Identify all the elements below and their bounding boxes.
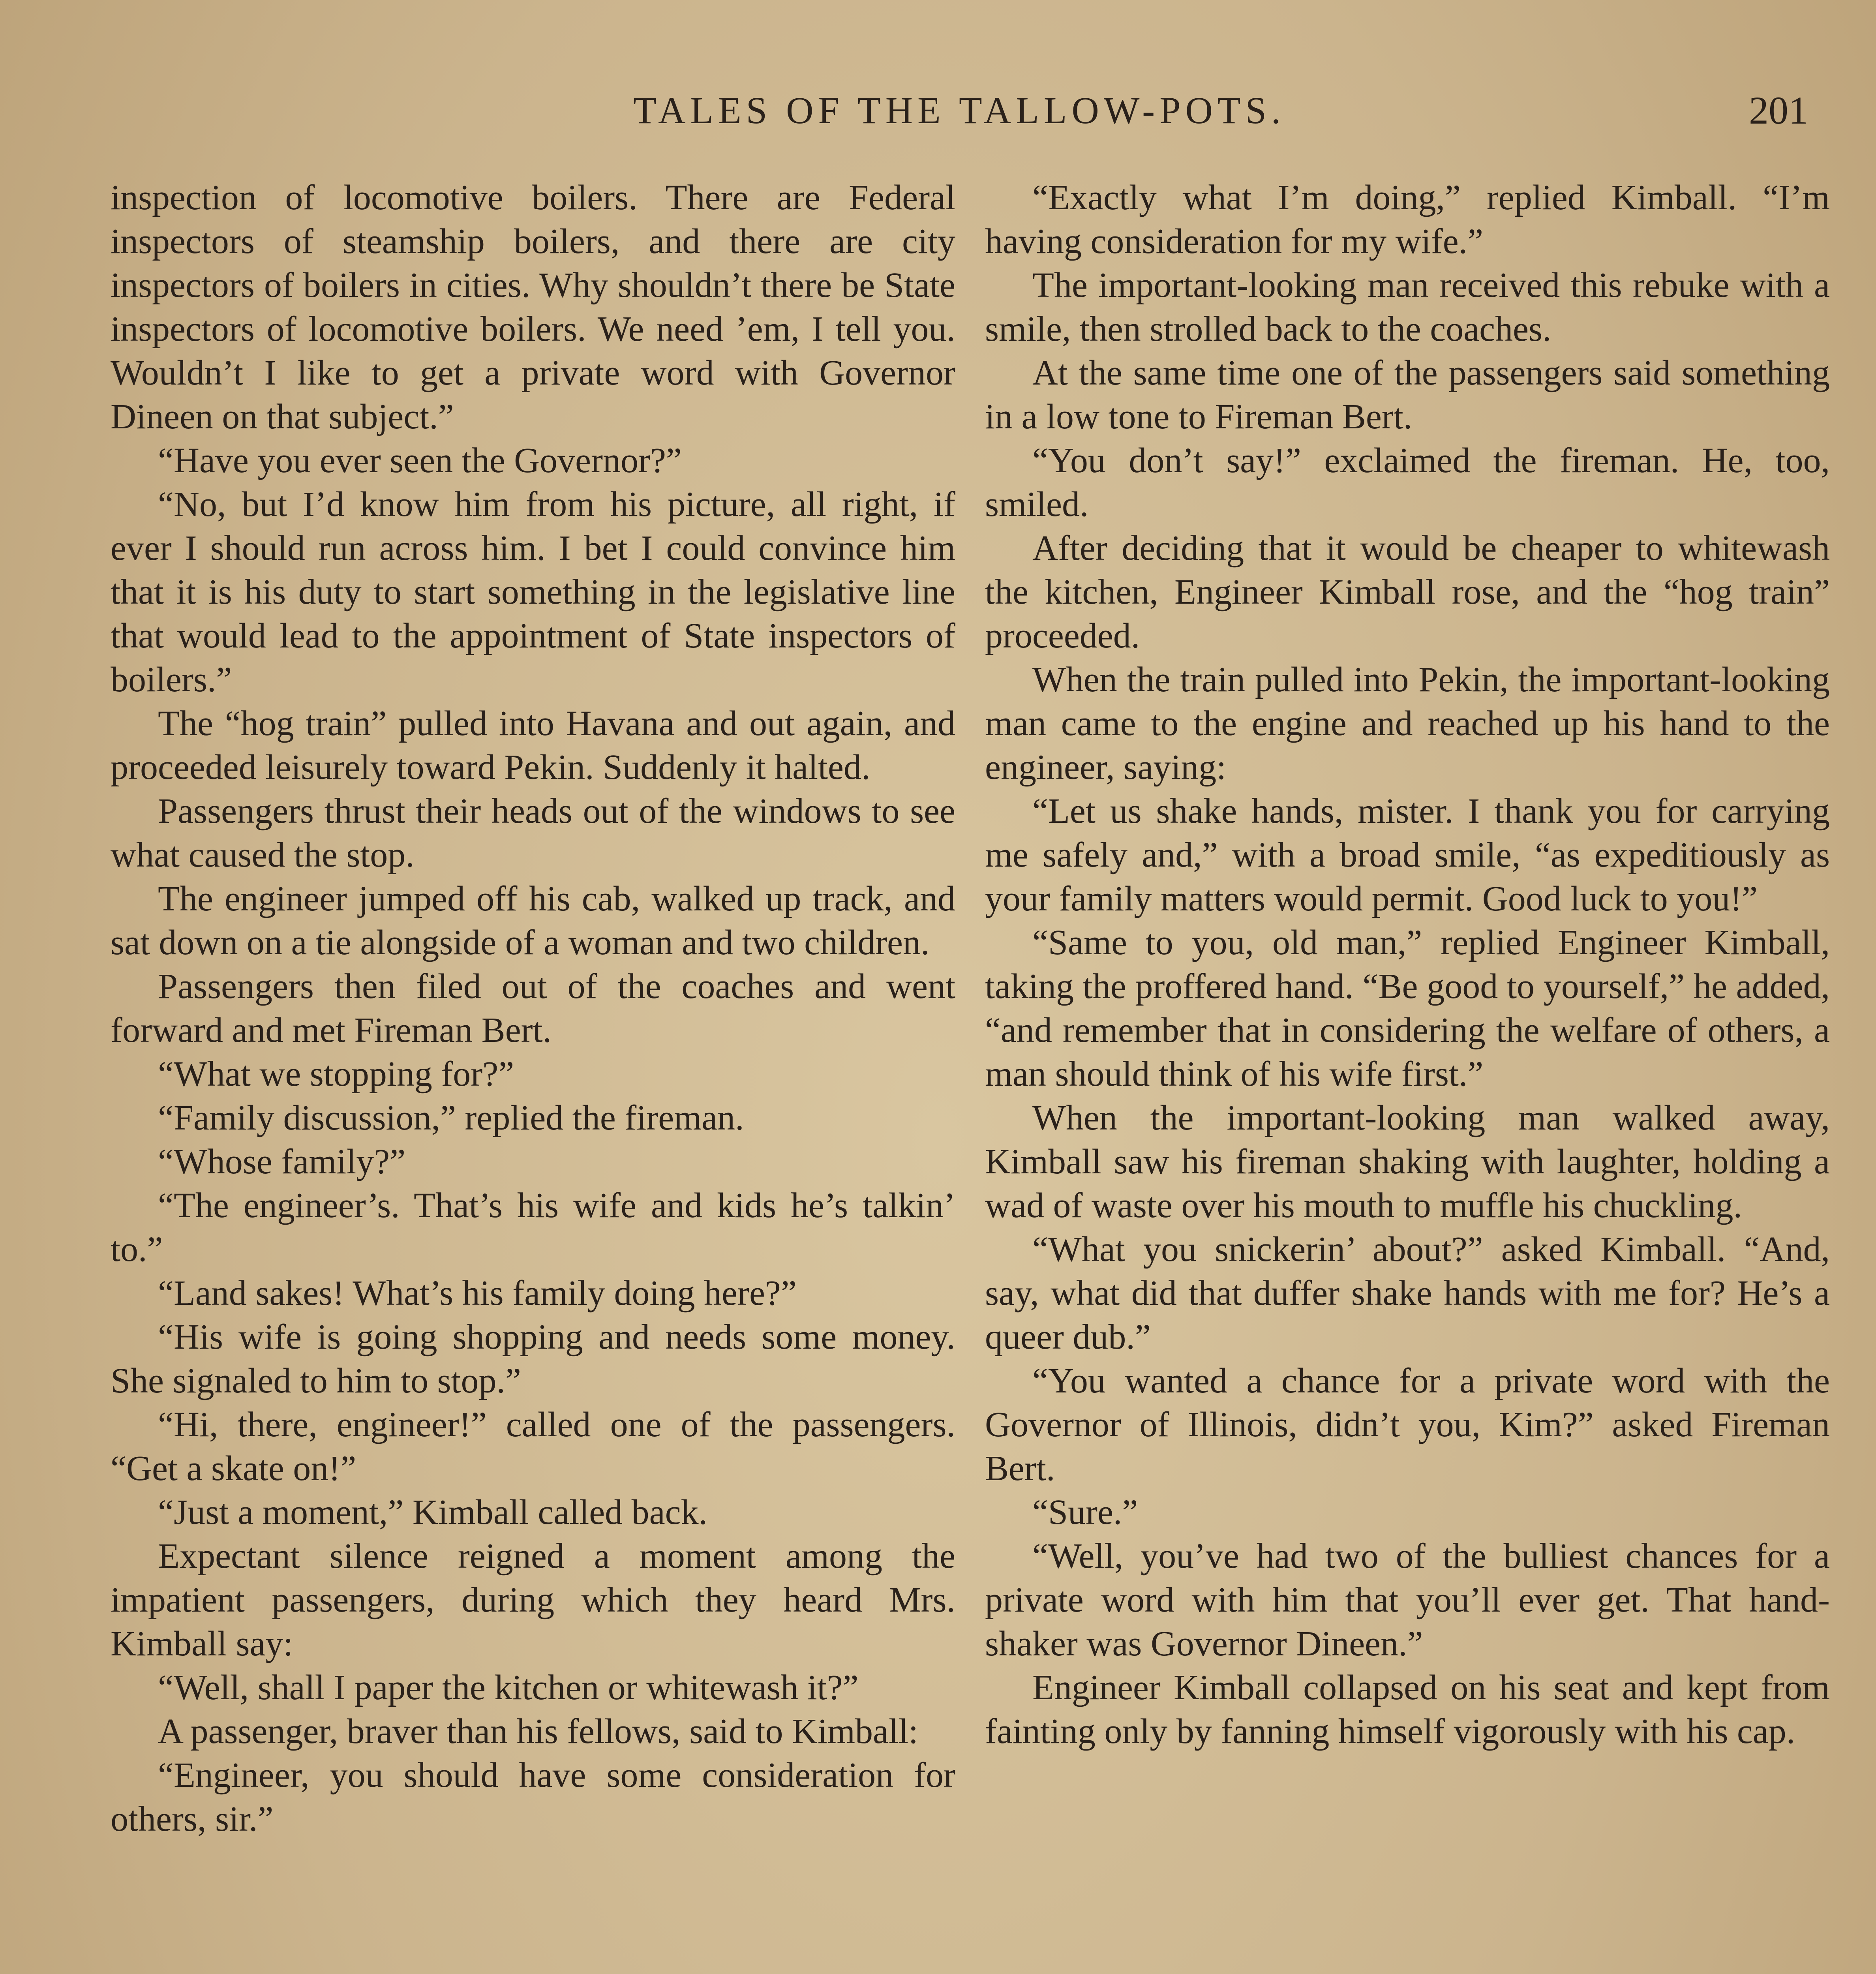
- paragraph: “Land sakes! What’s his family doing here?”: [158, 1274, 797, 1313]
- paragraph: “The engineer’s. That’s his wife and kids he’s talkin’ to.”: [111, 1186, 955, 1269]
- paragraph: inspection of locomotive boilers. There are Federal inspectors of steamship boilers, and there are city inspectors of boilers in cities. Why shouldn’t there be State inspectors of locomotive boilers. We need ’em, I tell you. Wouldn’t I like to get a private word with Governor Dineen on that subject.”: [111, 178, 955, 436]
- paragraph: Passengers thrust their heads out of the windows to see what caused the stop.: [111, 792, 955, 874]
- paragraph: “What we stopping for?”: [158, 1055, 514, 1094]
- paragraph: When the important-looking man walked away, Kimball saw his fireman shaking with laughter, holding a wad of waste over his mouth to muffle his chuckling.: [985, 1098, 1830, 1225]
- paragraph: When the train pulled into Pekin, the important-looking man came to the engine and reached up his hand to the engineer, saying:: [985, 660, 1830, 787]
- paragraph: “Well, you’ve had two of the bulliest chances for a private word with him that you’ll ever get. That hand-shaker was Governor Dineen.”: [985, 1537, 1830, 1663]
- paragraph: “His wife is going shopping and needs some money. She signaled to him to stop.”: [111, 1317, 955, 1400]
- page-number: 201: [1749, 88, 1808, 132]
- paragraph: “Whose family?”: [158, 1142, 406, 1181]
- paragraph: “Sure.”: [1032, 1493, 1138, 1532]
- paragraph: “What you snickerin’ about?” asked Kimball. “And, say, what did that duffer shake hands with me for? He’s a queer dub.”: [985, 1230, 1830, 1357]
- paragraph: “Family discussion,” replied the fireman.: [158, 1098, 744, 1137]
- paragraph: “Let us shake hands, mister. I thank you for carrying me safely and,” with a broad smile, “as expeditiously as your family matters would permit. Good luck to you!”: [985, 792, 1830, 918]
- paragraph: “Hi, there, engineer!” called one of the passengers. “Get a skate on!”: [111, 1405, 955, 1488]
- running-header: [111, 79, 1808, 142]
- running-title: TALES OF THE TALLOW-POTS.: [633, 89, 1285, 131]
- right-column: [985, 176, 1830, 1974]
- paragraph: “Exactly what I’m doing,” replied Kimball. “I’m having consideration for my wife.”: [985, 178, 1830, 261]
- paragraph: After deciding that it would be cheaper to whitewash the kitchen, Engineer Kimball rose, and the “hog train” proceeded.: [985, 529, 1830, 655]
- paragraph: “Engineer, you should have some consideration for others, sir.”: [111, 1756, 955, 1839]
- left-column: [111, 176, 955, 1974]
- paragraph: “Just a moment,” Kimball called back.: [158, 1493, 708, 1532]
- paragraph: “Same to you, old man,” replied Engineer Kimball, taking the proffered hand. “Be good to yourself,” he added, “and remember that in considering the welfare of others, a man should think of his wife first.”: [985, 923, 1830, 1094]
- paragraph: The important-looking man received this rebuke with a smile, then strolled back to the coaches.: [985, 266, 1830, 349]
- paragraph: “No, but I’d know him from his picture, all right, if ever I should run across him. I bet I could convince him that it is his duty to start something in the legislative line that would lead to the appointment of State inspectors of boilers.”: [111, 485, 955, 699]
- paragraph: Passengers then filed out of the coaches and went forward and met Fireman Bert.: [111, 967, 955, 1050]
- paragraph: Engineer Kimball collapsed on his seat and kept from fainting only by fanning himself vigorously with his cap.: [985, 1668, 1830, 1751]
- paragraph: “Have you ever seen the Governor?”: [158, 441, 682, 480]
- paragraph: The “hog train” pulled into Havana and out again, and proceeded leisurely toward Pekin. Suddenly it halted.: [111, 704, 955, 787]
- paragraph: A passenger, braver than his fellows, said to Kimball:: [158, 1712, 918, 1751]
- paragraph: “You wanted a chance for a private word with the Governor of Illinois, didn’t you, Kim?” asked Fireman Bert.: [985, 1361, 1830, 1488]
- paragraph: Expectant silence reigned a moment among the impatient passengers, during which they heard Mrs. Kimball say:: [111, 1537, 955, 1663]
- paragraph: The engineer jumped off his cab, walked up track, and sat down on a tie alongside of a woman and two children.: [111, 879, 955, 962]
- paragraph: At the same time one of the passengers said something in a low tone to Fireman Bert.: [985, 353, 1830, 436]
- paragraph: “You don’t say!” exclaimed the fireman. He, too, smiled.: [985, 441, 1830, 524]
- paragraph: “Well, shall I paper the kitchen or whitewash it?”: [158, 1668, 859, 1707]
